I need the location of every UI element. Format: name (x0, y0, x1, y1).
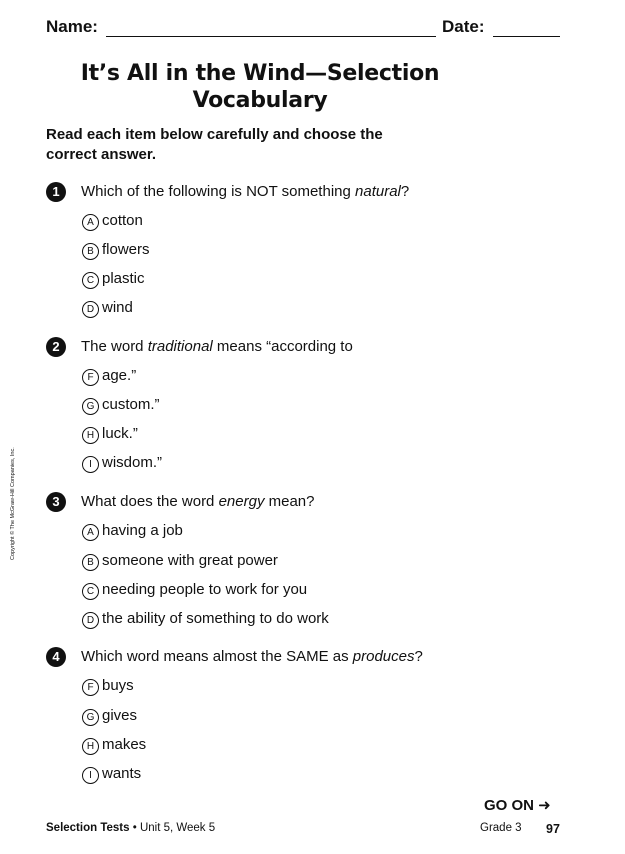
answer-bubble[interactable]: I (82, 456, 99, 473)
answer-bubble[interactable]: C (82, 583, 99, 600)
answer-bubble[interactable]: G (82, 398, 99, 415)
answer-option[interactable] (82, 765, 141, 785)
answer-bubble[interactable]: B (82, 243, 99, 260)
copyright-notice: Copyright © The McGraw-Hill Companies, Inc. (10, 447, 16, 560)
answer-option[interactable] (82, 736, 146, 756)
option-text: age.” (102, 367, 137, 384)
option-text: flowers (102, 241, 150, 258)
question-number: 2 (46, 337, 66, 357)
answer-bubble[interactable]: D (82, 612, 99, 629)
answer-bubble[interactable]: H (82, 427, 99, 444)
answer-option[interactable] (82, 396, 160, 416)
question-stem: What does the word energy mean? (81, 493, 315, 510)
go-on-label: GO ON ➜ (484, 797, 551, 814)
answer-option[interactable] (82, 367, 136, 387)
answer-bubble[interactable]: F (82, 679, 99, 696)
option-text: luck.” (102, 425, 138, 442)
answer-bubble[interactable]: F (82, 369, 99, 386)
question-stem: The word traditional means “according to (81, 338, 353, 355)
answer-option[interactable] (82, 610, 329, 630)
answer-option[interactable] (82, 552, 278, 572)
title-line-1: It’s All in the Wind—Selection (80, 61, 440, 86)
footer-grade: Grade 3 (480, 822, 522, 834)
answer-bubble[interactable]: A (82, 214, 99, 231)
name-field[interactable] (106, 36, 436, 37)
answer-option[interactable] (82, 299, 133, 319)
option-text: cotton (102, 212, 143, 229)
question-stem: Which of the following is NOT something natural? (81, 183, 410, 200)
answer-bubble[interactable]: H (82, 738, 99, 755)
option-text: the ability of something to do work (102, 610, 329, 627)
answer-bubble[interactable]: I (82, 767, 99, 784)
option-text: wisdom.” (102, 454, 163, 471)
footer (46, 822, 566, 834)
answer-option[interactable] (82, 707, 137, 727)
option-text: buys (102, 677, 134, 694)
option-text: plastic (102, 270, 145, 287)
answer-bubble[interactable]: D (82, 301, 99, 318)
option-text: makes (102, 736, 147, 753)
answer-bubble[interactable]: C (82, 272, 99, 289)
header (46, 17, 566, 41)
question-number: 4 (46, 647, 66, 667)
option-text: having a job (102, 522, 183, 539)
date-label: Date: (442, 17, 485, 36)
option-text: someone with great power (102, 552, 278, 569)
answer-bubble[interactable]: B (82, 554, 99, 571)
question-stem: Which word means almost the SAME as produces? (81, 648, 423, 665)
title-line-2: Vocabulary (192, 88, 328, 113)
instructions (46, 125, 426, 165)
option-text: wind (102, 299, 133, 316)
question-number: 1 (46, 182, 66, 202)
answer-option[interactable] (82, 270, 145, 290)
date-field[interactable] (493, 36, 560, 37)
question-number: 3 (46, 492, 66, 512)
instructions-line-2: correct answer. (46, 146, 157, 163)
option-text: needing people to work for you (102, 581, 308, 598)
answer-option[interactable] (82, 522, 183, 542)
answer-bubble[interactable]: A (82, 524, 99, 541)
name-label: Name: (46, 17, 98, 36)
footer-series: Selection Tests • Unit 5, Week 5 (46, 822, 216, 834)
answer-option[interactable] (82, 241, 150, 261)
option-text: gives (102, 707, 138, 724)
answer-option[interactable] (82, 454, 162, 474)
answer-bubble[interactable]: G (82, 709, 99, 726)
page-title (60, 60, 460, 114)
option-text: wants (102, 765, 142, 782)
answer-option[interactable] (82, 677, 134, 697)
page-number: 97 (546, 822, 560, 836)
instructions-line-1: Read each item below carefully and choose the (46, 126, 383, 143)
answer-option[interactable] (82, 581, 307, 601)
answer-option[interactable] (82, 425, 138, 445)
option-text: custom.” (102, 396, 160, 413)
answer-option[interactable] (82, 212, 143, 232)
